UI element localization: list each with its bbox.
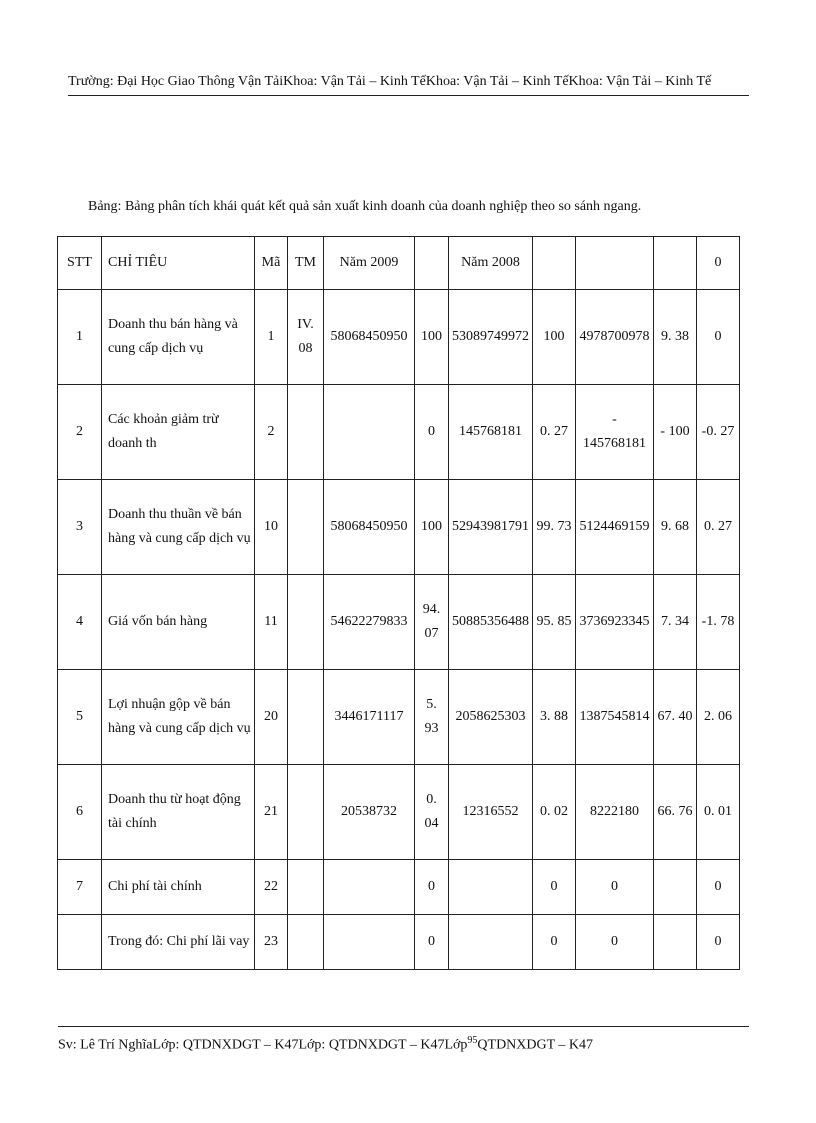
cell-diff: 4978700978: [576, 290, 654, 385]
cell-v2008: [449, 915, 533, 970]
cell-ma: 11: [255, 575, 288, 670]
table-row: [58, 765, 740, 860]
cell-last: 0. 01: [697, 765, 740, 860]
cell-chi-tieu: Doanh thu bán hàng và cung cấp dịch vụ: [102, 290, 255, 385]
cell-p2008: 0: [533, 915, 576, 970]
header-divider: [68, 95, 749, 96]
cell-last: -1. 78: [697, 575, 740, 670]
cell-v2009: 58068450950: [324, 480, 415, 575]
cell-p2009: 0: [415, 860, 449, 915]
cell-last: 0: [697, 860, 740, 915]
cell-v2008: 53089749972: [449, 290, 533, 385]
cell-p2009: 0: [415, 915, 449, 970]
cell-p2009: 0. 04: [415, 765, 449, 860]
cell-diff: 0: [576, 860, 654, 915]
cell-v2009: 54622279833: [324, 575, 415, 670]
header-tm: TM: [288, 237, 324, 290]
cell-stt: 3: [58, 480, 102, 575]
cell-ma: 22: [255, 860, 288, 915]
header-col-9: [654, 237, 697, 290]
cell-ma: 1: [255, 290, 288, 385]
cell-diff: 1387545814: [576, 670, 654, 765]
cell-pct: 9. 68: [654, 480, 697, 575]
header-col-8: [576, 237, 654, 290]
cell-last: -0. 27: [697, 385, 740, 480]
table-row: [58, 290, 740, 385]
cell-v2008: [449, 860, 533, 915]
table-row: [58, 915, 740, 970]
cell-tm: [288, 915, 324, 970]
cell-v2008: 50885356488: [449, 575, 533, 670]
cell-pct: 9. 38: [654, 290, 697, 385]
table-row: [58, 385, 740, 480]
header-col-7: [533, 237, 576, 290]
cell-ma: 10: [255, 480, 288, 575]
table-caption: Bảng: Bảng phân tích khái quát kết quả sản xuất kinh doanh của doanh nghiệp theo so sánh ngang.: [88, 199, 642, 214]
cell-p2008: 0. 02: [533, 765, 576, 860]
cell-v2009: 58068450950: [324, 290, 415, 385]
cell-diff: 5124469159: [576, 480, 654, 575]
cell-ma: 21: [255, 765, 288, 860]
page-number: 95: [467, 1035, 478, 1046]
cell-tm: [288, 670, 324, 765]
cell-tm: [288, 765, 324, 860]
cell-pct: [654, 915, 697, 970]
header-nam-2008: Năm 2008: [449, 237, 533, 290]
header-col-5: [415, 237, 449, 290]
cell-tm: [288, 385, 324, 480]
cell-p2008: 0. 27: [533, 385, 576, 480]
cell-ma: 23: [255, 915, 288, 970]
cell-tm: [288, 480, 324, 575]
cell-stt: 5: [58, 670, 102, 765]
cell-chi-tieu: Doanh thu từ hoạt động tài chính: [102, 765, 255, 860]
cell-tm: [288, 575, 324, 670]
cell-v2009: 3446171117: [324, 670, 415, 765]
cell-pct: 66. 76: [654, 765, 697, 860]
cell-v2008: 2058625303: [449, 670, 533, 765]
cell-stt: 7: [58, 860, 102, 915]
table-row: [58, 480, 740, 575]
cell-last: 0: [697, 915, 740, 970]
cell-stt: [58, 915, 102, 970]
table-header-row: [58, 237, 740, 290]
cell-p2009: 100: [415, 480, 449, 575]
cell-v2008: 145768181: [449, 385, 533, 480]
cell-chi-tieu: Lợi nhuận gộp về bán hàng và cung cấp dịch vụ: [102, 670, 255, 765]
cell-chi-tieu: Giá vốn bán hàng: [102, 575, 255, 670]
cell-p2008: 3. 88: [533, 670, 576, 765]
cell-chi-tieu: Chi phí tài chính: [102, 860, 255, 915]
cell-chi-tieu: Các khoản giảm trừ doanh th: [102, 385, 255, 480]
page-footer: [58, 1035, 593, 1054]
cell-p2008: 0: [533, 860, 576, 915]
cell-stt: 2: [58, 385, 102, 480]
cell-p2009: 5. 93: [415, 670, 449, 765]
header-col-10: 0: [697, 237, 740, 290]
header-stt: STT: [58, 237, 102, 290]
cell-stt: 1: [58, 290, 102, 385]
cell-last: 0: [697, 290, 740, 385]
cell-last: 2. 06: [697, 670, 740, 765]
table-row: [58, 575, 740, 670]
cell-v2008: 52943981791: [449, 480, 533, 575]
cell-diff: 3736923345: [576, 575, 654, 670]
cell-v2009: 20538732: [324, 765, 415, 860]
cell-pct: - 100: [654, 385, 697, 480]
cell-v2008: 12316552: [449, 765, 533, 860]
header-chi-tieu: CHỈ TIÊU: [102, 237, 255, 290]
cell-p2008: 100: [533, 290, 576, 385]
cell-stt: 4: [58, 575, 102, 670]
table-row: [58, 860, 740, 915]
page-header: Trường: Đại Học Giao Thông Vận TảiKhoa: Vận Tải – Kinh TếKhoa: Vận Tải – Kinh TếKhoa: Vận Tải – Kinh Tế: [68, 74, 712, 89]
cell-chi-tieu: Doanh thu thuần về bán hàng và cung cấp dịch vụ: [102, 480, 255, 575]
cell-p2009: 94. 07: [415, 575, 449, 670]
footer-text: Sv: Lê Trí NghĩaLớp: QTDNXDGT – K47Lớp: QTDNXDGT – K47Lớp: [58, 1037, 468, 1053]
footer-divider: [58, 1026, 749, 1027]
cell-diff: - 145768181: [576, 385, 654, 480]
cell-p2009: 0: [415, 385, 449, 480]
header-ma: Mã: [255, 237, 288, 290]
cell-p2008: 95. 85: [533, 575, 576, 670]
cell-ma: 20: [255, 670, 288, 765]
cell-ma: 2: [255, 385, 288, 480]
cell-p2008: 99. 73: [533, 480, 576, 575]
footer-text-tail: QTDNXDGT – K47: [477, 1037, 594, 1053]
header-nam-2009: Năm 2009: [324, 237, 415, 290]
cell-pct: [654, 860, 697, 915]
cell-diff: 8222180: [576, 765, 654, 860]
cell-v2009: [324, 915, 415, 970]
cell-diff: 0: [576, 915, 654, 970]
cell-last: 0. 27: [697, 480, 740, 575]
cell-chi-tieu: Trong đó: Chi phí lãi vay: [102, 915, 255, 970]
cell-pct: 67. 40: [654, 670, 697, 765]
table-row: [58, 670, 740, 765]
cell-v2009: [324, 385, 415, 480]
business-results-table: [57, 236, 740, 970]
cell-v2009: [324, 860, 415, 915]
cell-p2009: 100: [415, 290, 449, 385]
cell-stt: 6: [58, 765, 102, 860]
cell-pct: 7. 34: [654, 575, 697, 670]
cell-tm: [288, 860, 324, 915]
cell-tm: IV. 08: [288, 290, 324, 385]
